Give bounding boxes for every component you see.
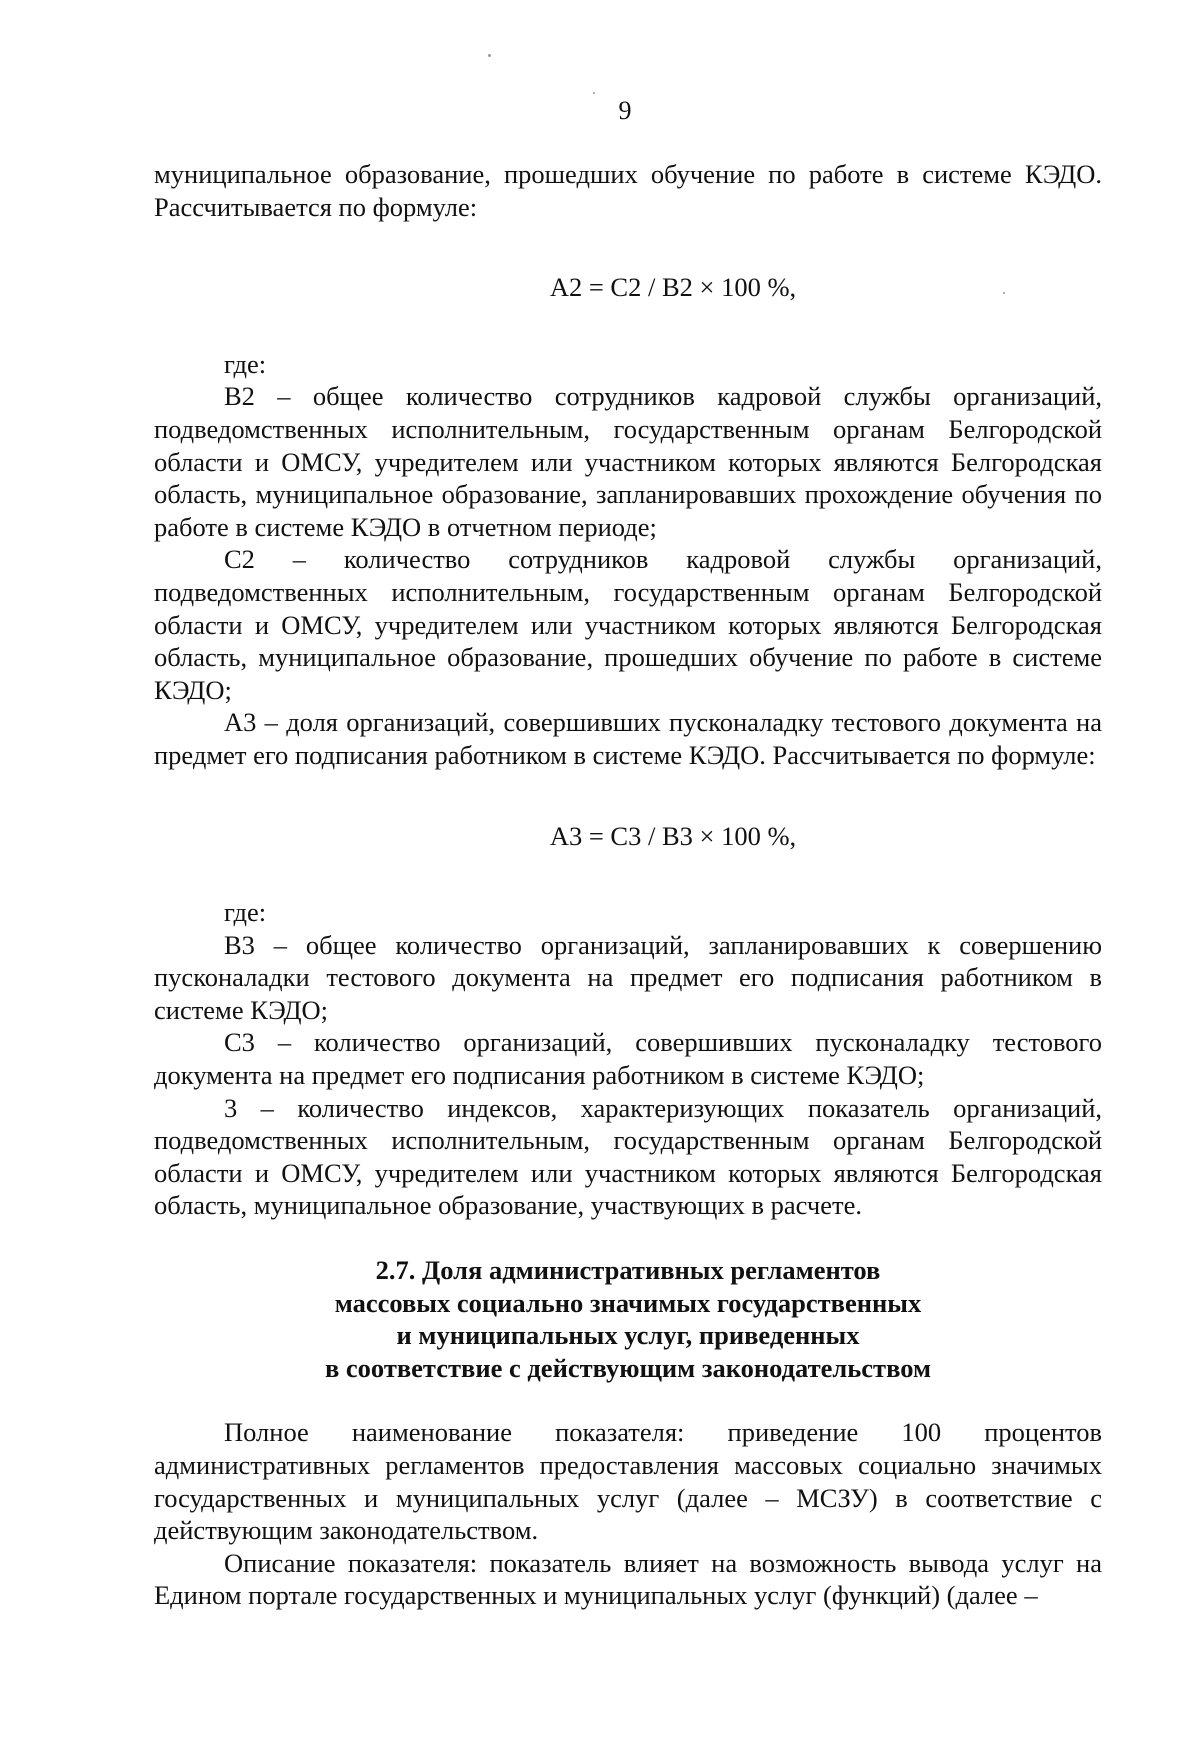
page-number: 9 — [618, 96, 632, 125]
section-heading-line: массовых социально значимых государственных — [334, 1287, 922, 1318]
formula-a2: A2 = C2 / B2 × 100 %, — [549, 272, 797, 303]
definition-b2: B2 – общее количество сотрудников кадровой службы организаций, подведомственных исполнительным, государственным органам Белгородской области и ОМСУ, учредителем или участником которых являются Белгородская область, муниципальное образование, запланировавших прохождение обучения по работе в системе КЭДО в отчетном периоде; — [154, 381, 1102, 542]
section-heading-line: в соответствие с действующим законодательством — [324, 1352, 931, 1383]
definition-b3: B3 – общее количество организаций, запланировавших к совершению пусконаладки тестового документа на предмет его подписания работником в системе КЭДО; — [154, 929, 1102, 1025]
section-heading-line: 2.7. Доля административных регламентов — [375, 1255, 881, 1286]
definition-c3: C3 – количество организаций, совершивших пусконаладку тестового документа на предмет его подписания работником в системе КЭДО; — [154, 1027, 1102, 1091]
paragraph-continuation: муниципальное образование, прошедших обучение по работе в системе КЭДО. Рассчитывается по формуле: — [154, 159, 1102, 222]
scan-speck — [593, 92, 595, 94]
definition-3: 3 – количество индексов, характеризующих показатель организаций, подведомственных исполнительным, государственным органам Белгородской области и ОМСУ, учредителем или участником которых являются Белгородская область, муниципальное образование, участвующих в расчете. — [154, 1092, 1102, 1221]
definition-c2: C2 – количество сотрудников кадровой службы организаций, подведомственных исполнительным, государственным органам Белгородской области и ОМСУ, учредителем или участником которых являются Белгородская область, муниципальное образование, прошедших обучение по работе в системе КЭДО; — [154, 544, 1102, 705]
section-heading-line: и муниципальных услуг, приведенных — [396, 1320, 860, 1351]
where-label-1: где: — [224, 348, 267, 379]
document-body — [154, 158, 1102, 1612]
scan-speck — [488, 54, 491, 57]
formula-a3: A3 = C3 / B3 × 100 %, — [549, 820, 797, 851]
where-label-2: где: — [224, 897, 267, 928]
indicator-description: Описание показателя: показатель влияет на возможность вывода услуг на Едином портале государственных и муниципальных услуг (функций) (далее – — [154, 1547, 1102, 1611]
indicator-full-name: Полное наименование показателя: приведение 100 процентов административных регламентов предоставления массовых социально значимых государственных и муниципальных услуг (далее – МСЗУ) в соответствие с действующим законодательством. — [154, 1417, 1102, 1546]
definition-a3: A3 – доля организаций, совершивших пусконаладку тестового документа на предмет его подписания работником в системе КЭДО. Рассчитывается по формуле: — [154, 707, 1102, 770]
section-heading — [154, 1254, 1102, 1384]
